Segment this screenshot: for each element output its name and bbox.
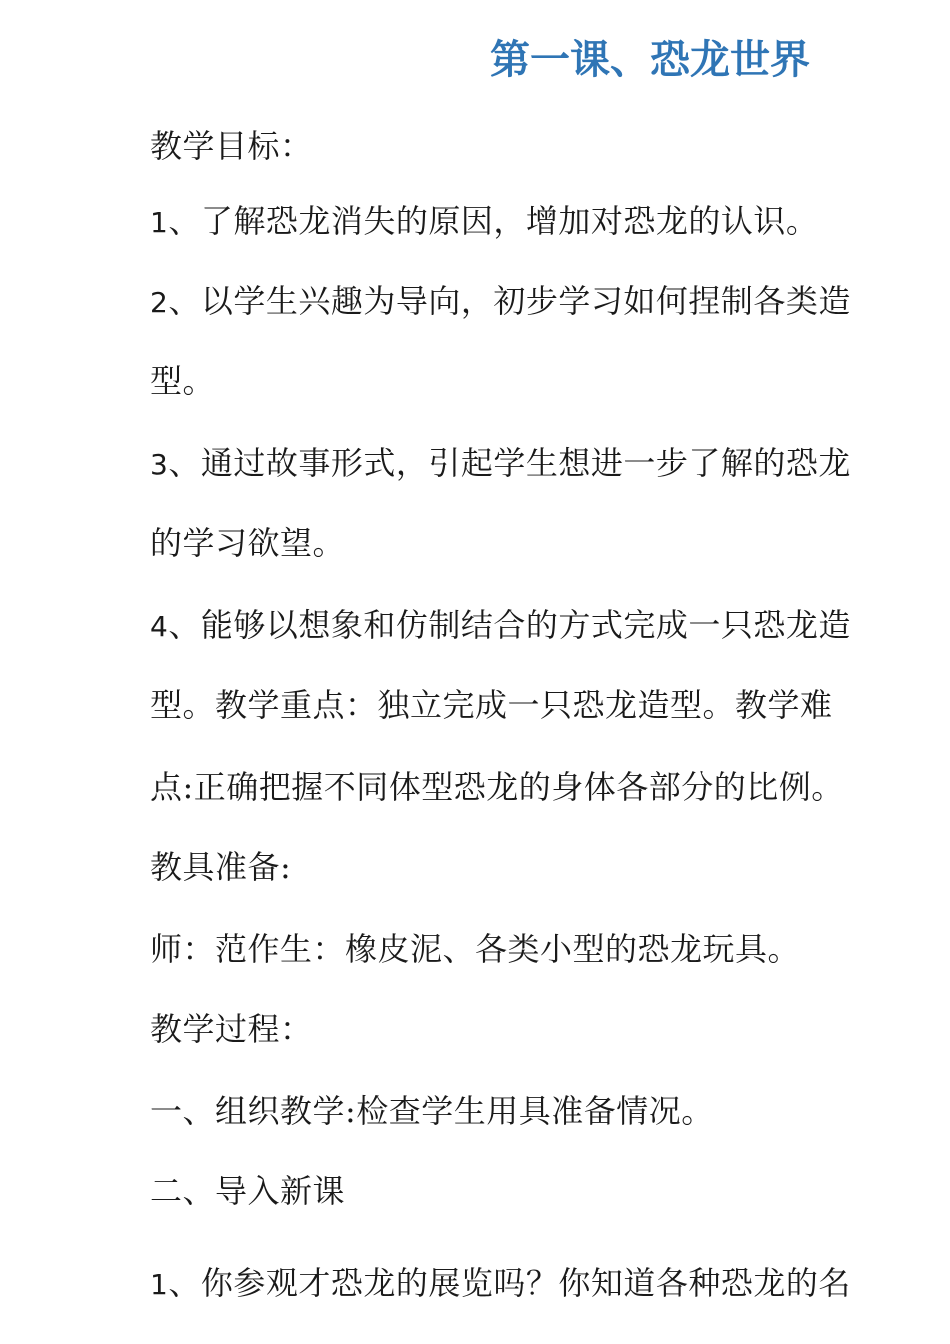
line-text: 二、导入新课 xyxy=(150,1172,346,1210)
tools-heading xyxy=(150,847,291,887)
line-text: 教学目标： xyxy=(150,127,313,165)
line-number: 2 xyxy=(150,286,169,319)
goal-4-line-1 xyxy=(150,605,851,647)
line-text: 、通过故事形式，引起学生想进一步了解的恐龙 xyxy=(168,444,851,482)
line-number: 3 xyxy=(150,448,169,481)
line-text: 一、组织教学:检查学生用具准备情况。 xyxy=(150,1092,714,1130)
goal-2-line-2 xyxy=(150,361,215,401)
line-text: 点:正确把握不同体型恐龙的身体各部分的比例。 xyxy=(150,768,844,806)
line-number: 1 xyxy=(150,1268,169,1301)
question-1 xyxy=(150,1263,851,1305)
goal-4-line-2 xyxy=(150,685,833,725)
line-text: 型。教学重点：独立完成一只恐龙造型。教学难 xyxy=(150,686,833,724)
line-text: 的学习欲望。 xyxy=(150,524,346,562)
goal-3-line-1 xyxy=(150,443,851,485)
tools-list xyxy=(150,929,800,969)
line-number: 1 xyxy=(150,206,169,239)
step-1 xyxy=(150,1091,714,1131)
goal-4-line-3 xyxy=(150,767,844,807)
process-heading xyxy=(150,1009,313,1049)
line-text: 教学过程： xyxy=(150,1010,313,1048)
teaching-goals-heading xyxy=(150,126,313,166)
line-text: 师：范作生：橡皮泥、各类小型的恐龙玩具。 xyxy=(150,930,801,968)
line-text: 、能够以想象和仿制结合的方式完成一只恐龙造 xyxy=(168,606,851,644)
goal-3-line-2 xyxy=(150,523,345,563)
step-2 xyxy=(150,1171,345,1211)
goal-2-line-1 xyxy=(150,281,851,323)
line-text: 、你参观才恐龙的展览吗？你知道各种恐龙的名 xyxy=(168,1264,851,1302)
line-text: 、以学生兴趣为导向，初步学习如何捏制各类造 xyxy=(168,282,851,320)
line-text: 、了解恐龙消失的原因，增加对恐龙的认识。 xyxy=(168,202,819,240)
line-text: 型。 xyxy=(150,362,216,400)
line-number: 4 xyxy=(150,610,169,643)
line-text: 教具准备: xyxy=(150,848,292,886)
page-title: 第一课、恐龙世界 xyxy=(490,37,810,83)
goal-1 xyxy=(150,201,818,243)
